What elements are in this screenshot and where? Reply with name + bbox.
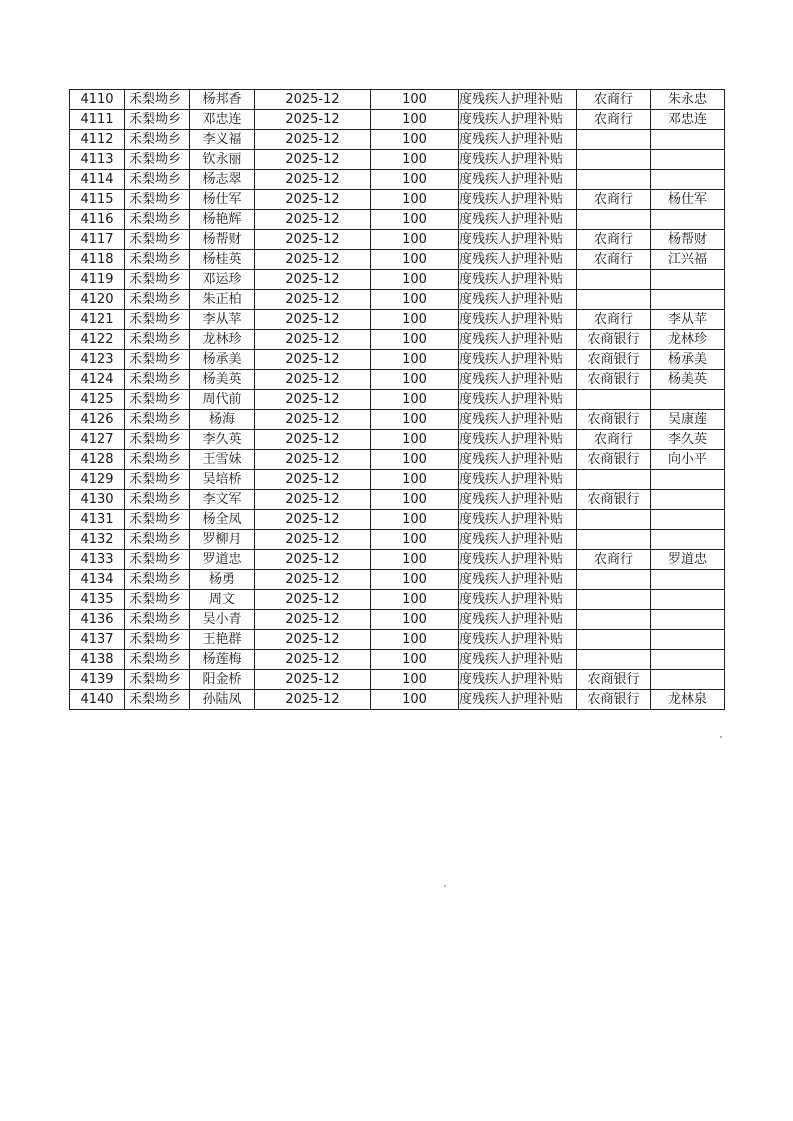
cell-serial: 4113 xyxy=(70,150,125,170)
cell-serial: 4138 xyxy=(70,650,125,670)
cell-name: 杨全凤 xyxy=(190,510,255,530)
table-row xyxy=(70,270,725,290)
cell-bank xyxy=(577,510,651,530)
cell-bank: 农商银行 xyxy=(577,490,651,510)
cell-month: 2025-12 xyxy=(255,650,371,670)
cell-serial: 4133 xyxy=(70,550,125,570)
cell-subsidy-item: 度残疾人护理补贴 xyxy=(459,310,577,330)
cell-account-holder xyxy=(651,630,725,650)
table-row xyxy=(70,230,725,250)
cell-month: 2025-12 xyxy=(255,370,371,390)
cell-name: 朱正柏 xyxy=(190,290,255,310)
cell-serial: 4135 xyxy=(70,590,125,610)
cell-serial: 4121 xyxy=(70,310,125,330)
cell-serial: 4127 xyxy=(70,430,125,450)
table-row xyxy=(70,330,725,350)
cell-bank xyxy=(577,210,651,230)
table-row xyxy=(70,430,725,450)
table-row xyxy=(70,690,725,710)
table-row xyxy=(70,190,725,210)
cell-amount: 100 xyxy=(371,130,459,150)
cell-name: 龙林珍 xyxy=(190,330,255,350)
table-row xyxy=(70,390,725,410)
cell-amount: 100 xyxy=(371,470,459,490)
cell-subsidy-item: 度残疾人护理补贴 xyxy=(459,390,577,410)
cell-account-holder: 吴康莲 xyxy=(651,410,725,430)
cell-subsidy-item: 度残疾人护理补贴 xyxy=(459,250,577,270)
cell-bank xyxy=(577,530,651,550)
cell-township: 禾梨坳乡 xyxy=(125,90,190,110)
cell-township: 禾梨坳乡 xyxy=(125,650,190,670)
cell-name: 杨帮财 xyxy=(190,230,255,250)
cell-month: 2025-12 xyxy=(255,330,371,350)
cell-serial: 4117 xyxy=(70,230,125,250)
cell-subsidy-item: 度残疾人护理补贴 xyxy=(459,370,577,390)
table-row xyxy=(70,410,725,430)
cell-month: 2025-12 xyxy=(255,570,371,590)
cell-township: 禾梨坳乡 xyxy=(125,410,190,430)
cell-month: 2025-12 xyxy=(255,130,371,150)
cell-account-holder: 李从苹 xyxy=(651,310,725,330)
cell-amount: 100 xyxy=(371,310,459,330)
cell-name: 杨艳辉 xyxy=(190,210,255,230)
cell-bank: 农商行 xyxy=(577,310,651,330)
table-row xyxy=(70,590,725,610)
cell-name: 周文 xyxy=(190,590,255,610)
cell-township: 禾梨坳乡 xyxy=(125,110,190,130)
cell-name: 杨邦香 xyxy=(190,90,255,110)
table-row xyxy=(70,150,725,170)
cell-township: 禾梨坳乡 xyxy=(125,250,190,270)
cell-month: 2025-12 xyxy=(255,470,371,490)
cell-amount: 100 xyxy=(371,290,459,310)
cell-account-holder xyxy=(651,210,725,230)
cell-serial: 4129 xyxy=(70,470,125,490)
cell-account-holder xyxy=(651,590,725,610)
cell-amount: 100 xyxy=(371,550,459,570)
cell-serial: 4118 xyxy=(70,250,125,270)
cell-bank: 农商行 xyxy=(577,430,651,450)
cell-amount: 100 xyxy=(371,230,459,250)
cell-account-holder: 龙林珍 xyxy=(651,330,725,350)
cell-amount: 100 xyxy=(371,350,459,370)
table-row xyxy=(70,290,725,310)
cell-account-holder xyxy=(651,670,725,690)
table-row xyxy=(70,90,725,110)
cell-name: 吴培桥 xyxy=(190,470,255,490)
cell-amount: 100 xyxy=(371,370,459,390)
cell-subsidy-item: 度残疾人护理补贴 xyxy=(459,450,577,470)
cell-account-holder: 李久英 xyxy=(651,430,725,450)
table-row xyxy=(70,490,725,510)
cell-amount: 100 xyxy=(371,330,459,350)
cell-account-holder xyxy=(651,270,725,290)
cell-name: 孙陆凤 xyxy=(190,690,255,710)
cell-township: 禾梨坳乡 xyxy=(125,570,190,590)
cell-township: 禾梨坳乡 xyxy=(125,550,190,570)
table-row xyxy=(70,530,725,550)
table-row xyxy=(70,310,725,330)
cell-serial: 4110 xyxy=(70,90,125,110)
cell-bank xyxy=(577,630,651,650)
cell-bank xyxy=(577,650,651,670)
cell-name: 李从苹 xyxy=(190,310,255,330)
cell-month: 2025-12 xyxy=(255,230,371,250)
cell-bank: 农商银行 xyxy=(577,410,651,430)
cell-account-holder: 邓忠连 xyxy=(651,110,725,130)
cell-account-holder xyxy=(651,290,725,310)
cell-township: 禾梨坳乡 xyxy=(125,630,190,650)
cell-serial: 4132 xyxy=(70,530,125,550)
cell-account-holder: 杨帮财 xyxy=(651,230,725,250)
cell-township: 禾梨坳乡 xyxy=(125,170,190,190)
cell-month: 2025-12 xyxy=(255,490,371,510)
cell-name: 吴小青 xyxy=(190,610,255,630)
cell-month: 2025-12 xyxy=(255,150,371,170)
table-row xyxy=(70,610,725,630)
cell-name: 杨莲梅 xyxy=(190,650,255,670)
cell-subsidy-item: 度残疾人护理补贴 xyxy=(459,90,577,110)
cell-subsidy-item: 度残疾人护理补贴 xyxy=(459,670,577,690)
cell-serial: 4122 xyxy=(70,330,125,350)
cell-amount: 100 xyxy=(371,670,459,690)
cell-account-holder: 朱永忠 xyxy=(651,90,725,110)
cell-name: 罗道忠 xyxy=(190,550,255,570)
cell-subsidy-item: 度残疾人护理补贴 xyxy=(459,490,577,510)
cell-name: 罗柳月 xyxy=(190,530,255,550)
cell-subsidy-item: 度残疾人护理补贴 xyxy=(459,510,577,530)
cell-amount: 100 xyxy=(371,90,459,110)
cell-month: 2025-12 xyxy=(255,510,371,530)
cell-amount: 100 xyxy=(371,530,459,550)
cell-subsidy-item: 度残疾人护理补贴 xyxy=(459,130,577,150)
cell-bank xyxy=(577,470,651,490)
cell-account-holder xyxy=(651,490,725,510)
cell-serial: 4125 xyxy=(70,390,125,410)
cell-amount: 100 xyxy=(371,430,459,450)
cell-account-holder: 龙林泉 xyxy=(651,690,725,710)
table-row xyxy=(70,650,725,670)
cell-month: 2025-12 xyxy=(255,270,371,290)
cell-name: 周代前 xyxy=(190,390,255,410)
cell-month: 2025-12 xyxy=(255,170,371,190)
cell-name: 李久英 xyxy=(190,430,255,450)
table-row xyxy=(70,370,725,390)
cell-subsidy-item: 度残疾人护理补贴 xyxy=(459,570,577,590)
cell-bank xyxy=(577,130,651,150)
cell-amount: 100 xyxy=(371,490,459,510)
cell-serial: 4120 xyxy=(70,290,125,310)
table-row xyxy=(70,170,725,190)
table-row xyxy=(70,510,725,530)
cell-township: 禾梨坳乡 xyxy=(125,210,190,230)
cell-bank: 农商银行 xyxy=(577,370,651,390)
cell-name: 杨美英 xyxy=(190,370,255,390)
cell-township: 禾梨坳乡 xyxy=(125,150,190,170)
cell-month: 2025-12 xyxy=(255,430,371,450)
cell-month: 2025-12 xyxy=(255,530,371,550)
cell-bank xyxy=(577,170,651,190)
cell-bank: 农商银行 xyxy=(577,670,651,690)
cell-name: 钦永丽 xyxy=(190,150,255,170)
cell-amount: 100 xyxy=(371,570,459,590)
cell-amount: 100 xyxy=(371,390,459,410)
cell-amount: 100 xyxy=(371,610,459,630)
cell-account-holder: 江兴福 xyxy=(651,250,725,270)
cell-account-holder: 杨美英 xyxy=(651,370,725,390)
cell-serial: 4140 xyxy=(70,690,125,710)
cell-township: 禾梨坳乡 xyxy=(125,350,190,370)
cell-amount: 100 xyxy=(371,150,459,170)
cell-bank: 农商行 xyxy=(577,90,651,110)
cell-subsidy-item: 度残疾人护理补贴 xyxy=(459,550,577,570)
cell-subsidy-item: 度残疾人护理补贴 xyxy=(459,350,577,370)
cell-bank: 农商银行 xyxy=(577,350,651,370)
cell-month: 2025-12 xyxy=(255,250,371,270)
cell-subsidy-item: 度残疾人护理补贴 xyxy=(459,270,577,290)
cell-serial: 4131 xyxy=(70,510,125,530)
cell-month: 2025-12 xyxy=(255,310,371,330)
cell-serial: 4116 xyxy=(70,210,125,230)
cell-township: 禾梨坳乡 xyxy=(125,450,190,470)
table-body xyxy=(70,90,725,710)
cell-subsidy-item: 度残疾人护理补贴 xyxy=(459,410,577,430)
cell-bank xyxy=(577,290,651,310)
cell-township: 禾梨坳乡 xyxy=(125,330,190,350)
table-row xyxy=(70,250,725,270)
table-row xyxy=(70,630,725,650)
cell-township: 禾梨坳乡 xyxy=(125,530,190,550)
cell-month: 2025-12 xyxy=(255,410,371,430)
table-row xyxy=(70,470,725,490)
cell-serial: 4130 xyxy=(70,490,125,510)
cell-township: 禾梨坳乡 xyxy=(125,190,190,210)
cell-account-holder: 杨承美 xyxy=(651,350,725,370)
cell-month: 2025-12 xyxy=(255,590,371,610)
cell-amount: 100 xyxy=(371,190,459,210)
cell-account-holder xyxy=(651,150,725,170)
cell-name: 杨志翠 xyxy=(190,170,255,190)
cell-subsidy-item: 度残疾人护理补贴 xyxy=(459,470,577,490)
cell-township: 禾梨坳乡 xyxy=(125,490,190,510)
cell-amount: 100 xyxy=(371,210,459,230)
table-row xyxy=(70,670,725,690)
cell-name: 李文军 xyxy=(190,490,255,510)
cell-name: 杨承美 xyxy=(190,350,255,370)
cell-serial: 4137 xyxy=(70,630,125,650)
cell-account-holder xyxy=(651,610,725,630)
cell-township: 禾梨坳乡 xyxy=(125,130,190,150)
cell-subsidy-item: 度残疾人护理补贴 xyxy=(459,690,577,710)
cell-account-holder xyxy=(651,470,725,490)
cell-bank: 农商行 xyxy=(577,230,651,250)
cell-bank: 农商行 xyxy=(577,250,651,270)
cell-amount: 100 xyxy=(371,410,459,430)
cell-subsidy-item: 度残疾人护理补贴 xyxy=(459,590,577,610)
cell-subsidy-item: 度残疾人护理补贴 xyxy=(459,210,577,230)
cell-account-holder xyxy=(651,530,725,550)
cell-name: 杨海 xyxy=(190,410,255,430)
cell-account-holder xyxy=(651,170,725,190)
cell-serial: 4111 xyxy=(70,110,125,130)
cell-name: 李义福 xyxy=(190,130,255,150)
cell-month: 2025-12 xyxy=(255,210,371,230)
cell-township: 禾梨坳乡 xyxy=(125,670,190,690)
cell-bank xyxy=(577,150,651,170)
cell-month: 2025-12 xyxy=(255,630,371,650)
cell-amount: 100 xyxy=(371,630,459,650)
cell-serial: 4128 xyxy=(70,450,125,470)
cell-serial: 4124 xyxy=(70,370,125,390)
cell-amount: 100 xyxy=(371,650,459,670)
cell-bank xyxy=(577,390,651,410)
cell-month: 2025-12 xyxy=(255,290,371,310)
cell-name: 杨桂英 xyxy=(190,250,255,270)
cell-account-holder: 杨仕军 xyxy=(651,190,725,210)
cell-month: 2025-12 xyxy=(255,670,371,690)
cell-month: 2025-12 xyxy=(255,690,371,710)
cell-amount: 100 xyxy=(371,250,459,270)
cell-account-holder xyxy=(651,570,725,590)
cell-township: 禾梨坳乡 xyxy=(125,430,190,450)
subsidy-table xyxy=(69,89,725,710)
cell-amount: 100 xyxy=(371,270,459,290)
cell-amount: 100 xyxy=(371,110,459,130)
table-row xyxy=(70,450,725,470)
cell-township: 禾梨坳乡 xyxy=(125,690,190,710)
cell-account-holder xyxy=(651,130,725,150)
cell-month: 2025-12 xyxy=(255,390,371,410)
cell-account-holder: 罗道忠 xyxy=(651,550,725,570)
cell-month: 2025-12 xyxy=(255,350,371,370)
cell-subsidy-item: 度残疾人护理补贴 xyxy=(459,290,577,310)
cell-bank: 农商行 xyxy=(577,190,651,210)
cell-subsidy-item: 度残疾人护理补贴 xyxy=(459,190,577,210)
cell-subsidy-item: 度残疾人护理补贴 xyxy=(459,650,577,670)
table-row xyxy=(70,130,725,150)
cell-subsidy-item: 度残疾人护理补贴 xyxy=(459,110,577,130)
cell-subsidy-item: 度残疾人护理补贴 xyxy=(459,630,577,650)
cell-subsidy-item: 度残疾人护理补贴 xyxy=(459,530,577,550)
table-row xyxy=(70,210,725,230)
cell-serial: 4134 xyxy=(70,570,125,590)
cell-serial: 4115 xyxy=(70,190,125,210)
cell-bank xyxy=(577,590,651,610)
cell-township: 禾梨坳乡 xyxy=(125,510,190,530)
cell-subsidy-item: 度残疾人护理补贴 xyxy=(459,430,577,450)
cell-name: 王雪妹 xyxy=(190,450,255,470)
cell-township: 禾梨坳乡 xyxy=(125,370,190,390)
cell-serial: 4123 xyxy=(70,350,125,370)
cell-subsidy-item: 度残疾人护理补贴 xyxy=(459,230,577,250)
cell-month: 2025-12 xyxy=(255,190,371,210)
cell-name: 杨仕军 xyxy=(190,190,255,210)
cell-account-holder xyxy=(651,650,725,670)
cell-account-holder xyxy=(651,390,725,410)
cell-township: 禾梨坳乡 xyxy=(125,610,190,630)
cell-month: 2025-12 xyxy=(255,110,371,130)
cell-month: 2025-12 xyxy=(255,610,371,630)
cell-account-holder: 向小平 xyxy=(651,450,725,470)
cell-bank xyxy=(577,570,651,590)
cell-township: 禾梨坳乡 xyxy=(125,270,190,290)
cell-bank: 农商银行 xyxy=(577,690,651,710)
cell-serial: 4119 xyxy=(70,270,125,290)
cell-month: 2025-12 xyxy=(255,450,371,470)
cell-name: 王艳群 xyxy=(190,630,255,650)
cell-serial: 4139 xyxy=(70,670,125,690)
cell-township: 禾梨坳乡 xyxy=(125,390,190,410)
cell-month: 2025-12 xyxy=(255,550,371,570)
cell-amount: 100 xyxy=(371,170,459,190)
cell-township: 禾梨坳乡 xyxy=(125,230,190,250)
cell-serial: 4126 xyxy=(70,410,125,430)
cell-name: 邓忠连 xyxy=(190,110,255,130)
table-row xyxy=(70,110,725,130)
cell-account-holder xyxy=(651,510,725,530)
cell-township: 禾梨坳乡 xyxy=(125,590,190,610)
cell-township: 禾梨坳乡 xyxy=(125,310,190,330)
table-row xyxy=(70,570,725,590)
cell-amount: 100 xyxy=(371,450,459,470)
cell-bank xyxy=(577,610,651,630)
cell-name: 邓运珍 xyxy=(190,270,255,290)
cell-serial: 4112 xyxy=(70,130,125,150)
cell-subsidy-item: 度残疾人护理补贴 xyxy=(459,330,577,350)
scan-speck xyxy=(444,885,446,887)
cell-amount: 100 xyxy=(371,690,459,710)
table-row xyxy=(70,350,725,370)
cell-subsidy-item: 度残疾人护理补贴 xyxy=(459,170,577,190)
cell-name: 阳金桥 xyxy=(190,670,255,690)
cell-subsidy-item: 度残疾人护理补贴 xyxy=(459,610,577,630)
cell-name: 杨勇 xyxy=(190,570,255,590)
cell-serial: 4136 xyxy=(70,610,125,630)
cell-bank: 农商银行 xyxy=(577,330,651,350)
cell-amount: 100 xyxy=(371,590,459,610)
cell-bank: 农商银行 xyxy=(577,450,651,470)
cell-amount: 100 xyxy=(371,510,459,530)
cell-bank: 农商行 xyxy=(577,550,651,570)
cell-township: 禾梨坳乡 xyxy=(125,470,190,490)
cell-month: 2025-12 xyxy=(255,90,371,110)
cell-township: 禾梨坳乡 xyxy=(125,290,190,310)
cell-bank xyxy=(577,270,651,290)
cell-bank: 农商行 xyxy=(577,110,651,130)
scan-speck xyxy=(720,736,722,738)
cell-subsidy-item: 度残疾人护理补贴 xyxy=(459,150,577,170)
cell-serial: 4114 xyxy=(70,170,125,190)
table-row xyxy=(70,550,725,570)
